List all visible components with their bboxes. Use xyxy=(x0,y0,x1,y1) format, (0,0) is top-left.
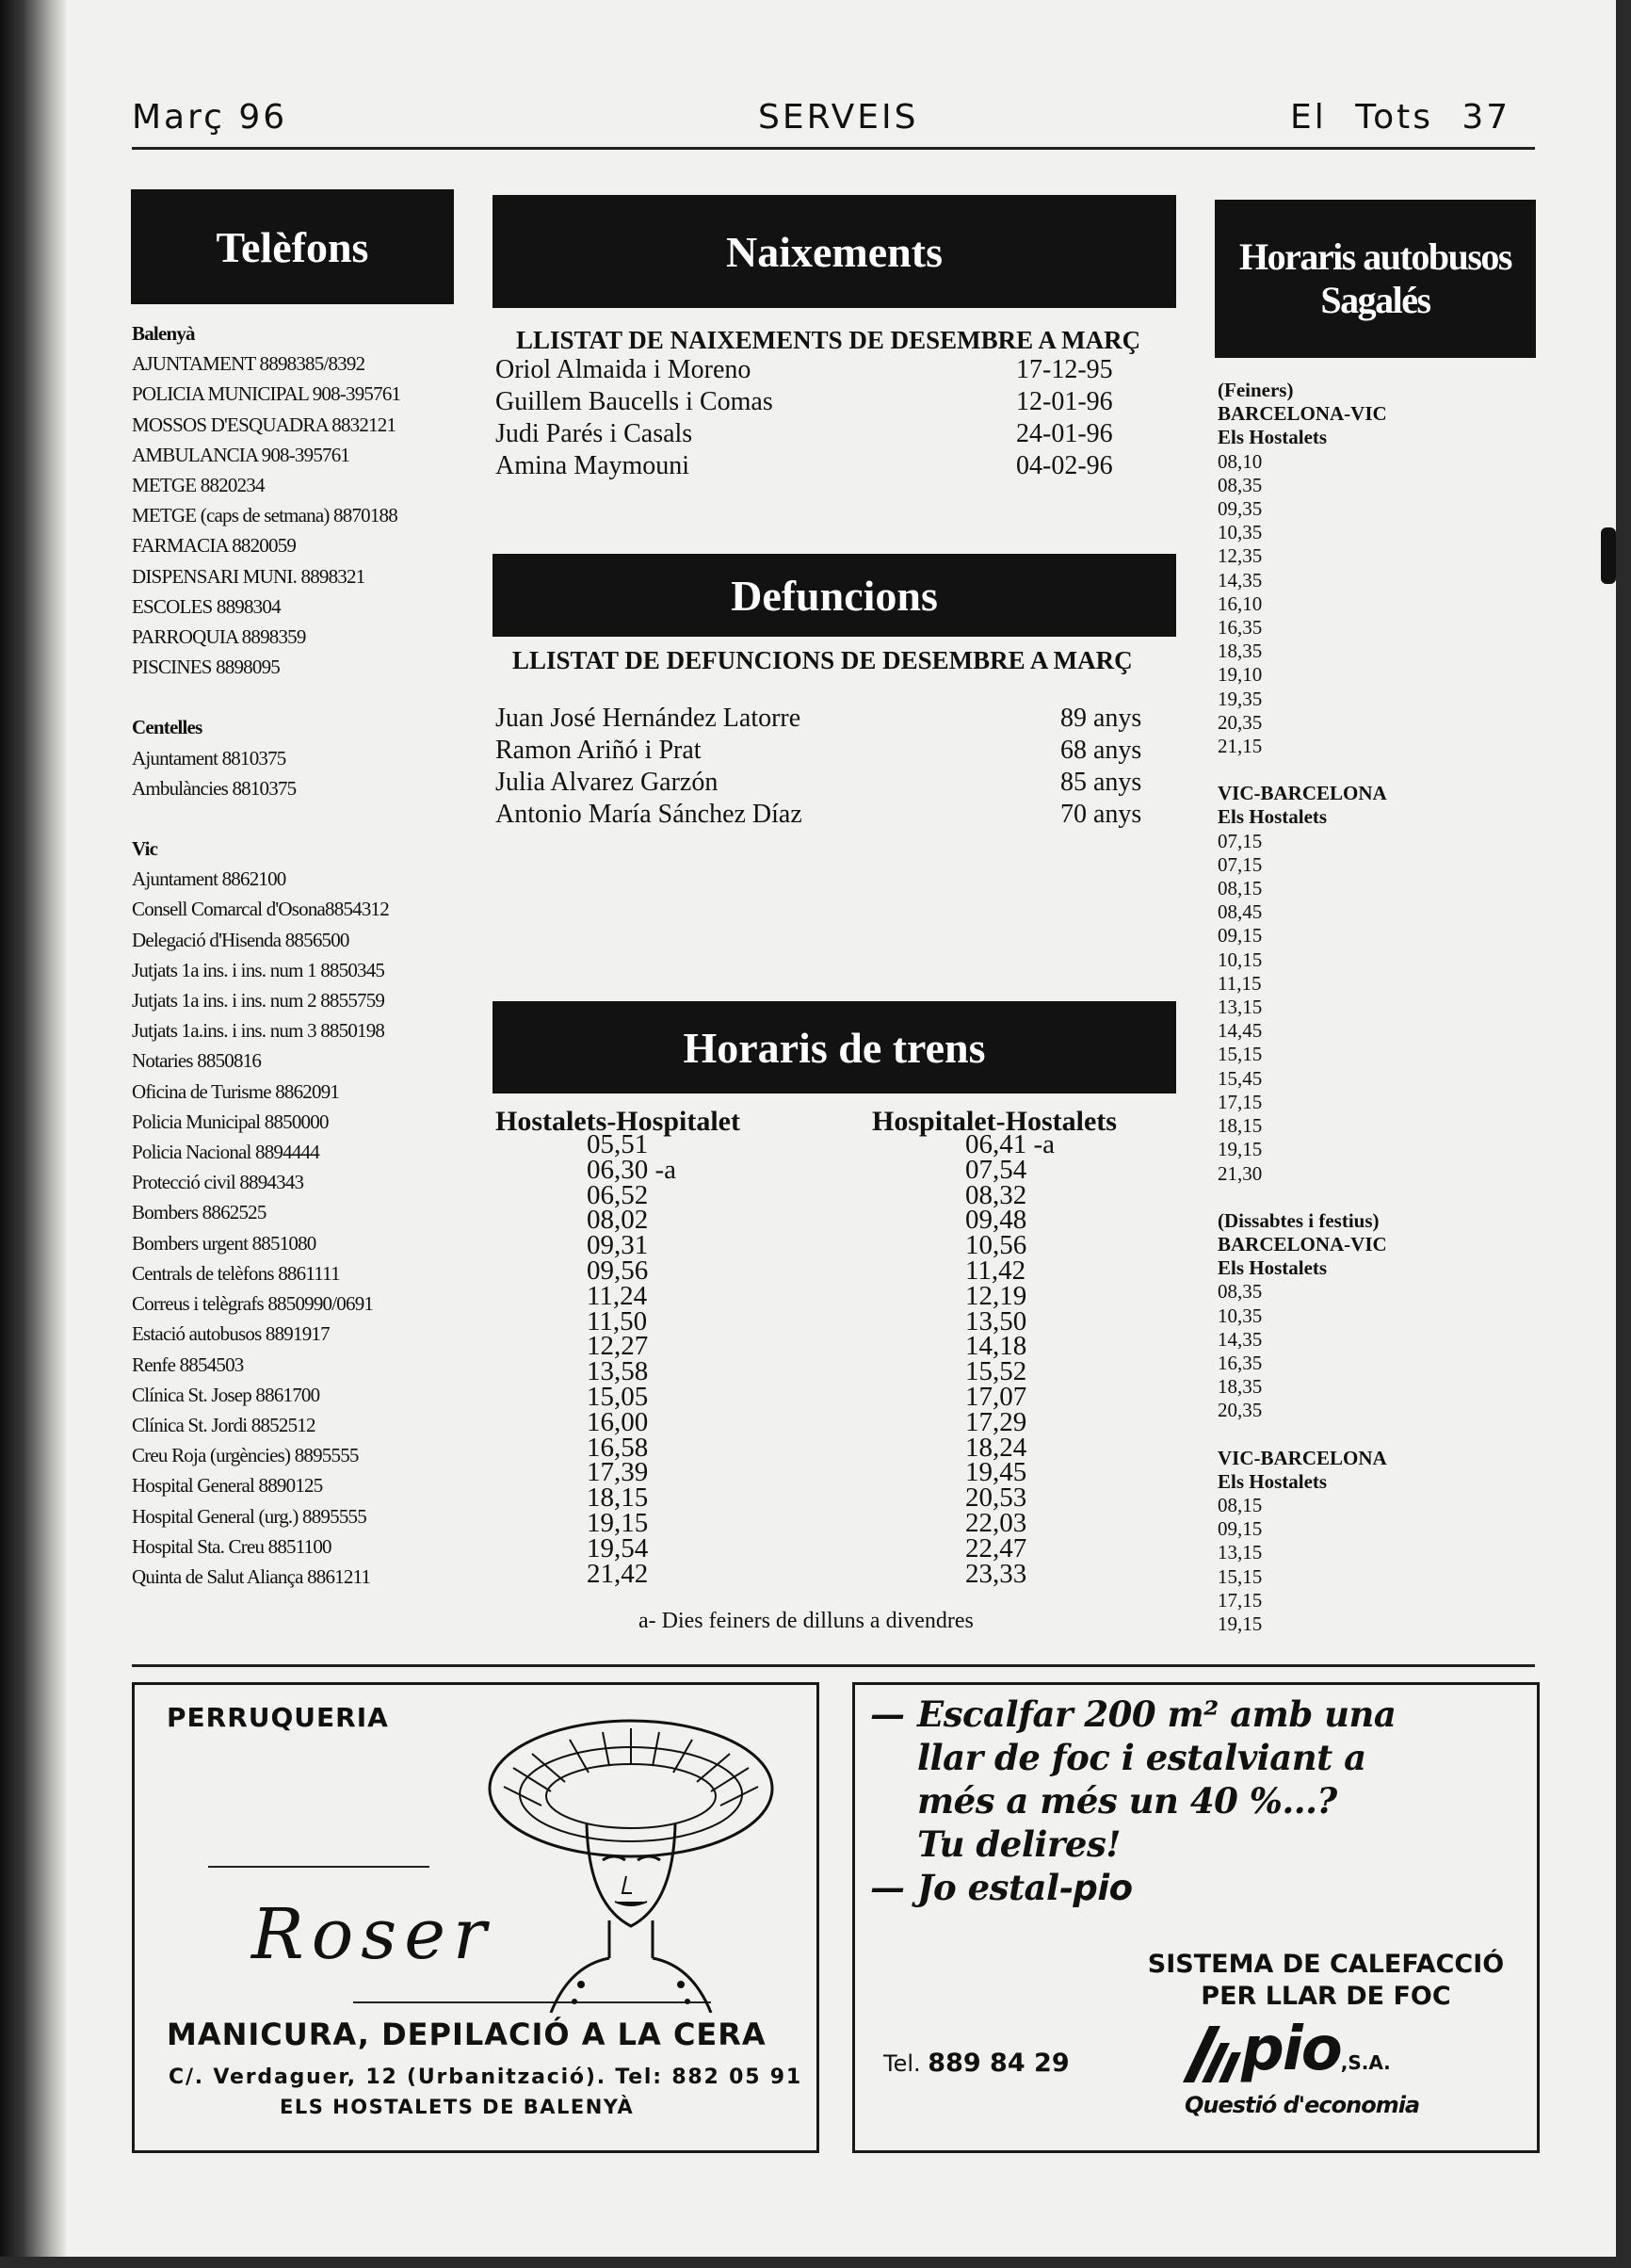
phone-entry: Renfe 8854503 xyxy=(132,1353,244,1376)
birth-name: Oriol Almaida i Moreno xyxy=(495,355,751,384)
bus-time: 10,15 xyxy=(1218,948,1263,971)
ad-slogan-line xyxy=(870,1866,1396,1910)
phone-entry: Jutjats 1a ins. i ins. num 2 8855759 xyxy=(132,989,385,1012)
defuncions-title: Defuncions xyxy=(731,571,938,620)
train-time: 22,47 xyxy=(965,1532,1027,1563)
bus-time: 15,45 xyxy=(1218,1066,1263,1090)
train-time: 17,07 xyxy=(965,1381,1027,1412)
ad-phone-number: 889 84 29 xyxy=(928,2049,1070,2078)
train-time: 19,15 xyxy=(587,1507,649,1538)
ad-slogan-line: Tu delires! xyxy=(917,1823,1122,1865)
bus-stop: Els Hostalets xyxy=(1218,805,1328,829)
bus-time: 16,10 xyxy=(1218,591,1263,615)
ad-slogan-text: Escalfar 200 m² amb una xyxy=(917,1693,1397,1735)
train-time: 11,24 xyxy=(587,1280,648,1311)
death-name: Julia Alvarez Garzón xyxy=(495,768,719,797)
bus-time: 08,10 xyxy=(1218,449,1263,473)
phone-entry: POLICIA MUNICIPAL 908-395761 xyxy=(132,382,401,406)
birth-name: Amina Maymouni xyxy=(495,451,690,480)
train-time: 19,54 xyxy=(587,1532,649,1563)
bus-stop: Els Hostalets xyxy=(1218,1469,1328,1493)
ad-town: ELS HOSTALETS DE BALENYÀ xyxy=(280,2096,635,2118)
bus-time: 13,15 xyxy=(1218,996,1263,1019)
bus-route: BARCELONA-VIC xyxy=(1218,402,1387,426)
phone-entry: DISPENSARI MUNI. 8898321 xyxy=(132,564,365,588)
bus-time: 15,15 xyxy=(1218,1043,1263,1066)
train-time: 06,52 xyxy=(587,1179,649,1210)
phone-entry: Hospital General 8890125 xyxy=(132,1474,323,1498)
spacer xyxy=(1218,1423,1538,1447)
bus-time: 15,15 xyxy=(1218,1564,1263,1588)
phone-entry: Clínica St. Jordi 8852512 xyxy=(132,1413,315,1436)
bus-stop: Els Hostalets xyxy=(1218,426,1328,449)
phone-section xyxy=(132,712,461,803)
phone-entry: MOSSOS D'ESQUADRA 8832121 xyxy=(132,413,396,436)
list-item xyxy=(495,450,1173,482)
apio-advertisement xyxy=(852,1682,1540,2153)
phone-entry: Jutjats 1a.ins. i ins. num 3 8850198 xyxy=(132,1019,385,1043)
train-column-hostalets-hospitalet xyxy=(495,1106,797,1589)
ad-system-line: PER LLAR DE FOC xyxy=(1201,1982,1451,2011)
naixements-list xyxy=(495,354,1173,482)
train-time: 14,18 xyxy=(965,1331,1027,1362)
death-name: Antonio María Sánchez Díaz xyxy=(495,800,802,829)
list-item xyxy=(495,703,1173,735)
phone-section-name: Centelles xyxy=(132,716,202,739)
phone-entry: FARMACIA 8820059 xyxy=(132,534,297,558)
bus-time: 19,10 xyxy=(1218,663,1263,687)
phone-entry: Quinta de Salut Aliança 8861211 xyxy=(132,1564,371,1588)
train-time: 15,05 xyxy=(587,1381,649,1412)
train-column-title: Hostalets-Hospitalet xyxy=(495,1106,740,1137)
phone-entry: Correus i telègrafs 8850990/0691 xyxy=(132,1292,374,1316)
ad-dash: — xyxy=(870,1693,905,1735)
bus-time: 09,15 xyxy=(1218,924,1263,948)
bus-time: 08,35 xyxy=(1218,473,1263,496)
ad-address: C/. Verdaguer, 12 (Urbanització). Tel: 882 05 91 xyxy=(169,2066,802,2089)
birth-name: Judi Parés i Casals xyxy=(495,419,693,448)
defuncions-list xyxy=(495,703,1173,831)
bus-time: 14,35 xyxy=(1218,568,1263,591)
train-time: 22,03 xyxy=(965,1507,1027,1538)
phone-entry: PARROQUIA 8898359 xyxy=(132,625,306,649)
bus-stop: Els Hostalets xyxy=(1218,1256,1328,1280)
bus-time: 17,15 xyxy=(1218,1588,1263,1612)
apio-logo xyxy=(1183,2015,1391,2084)
bus-time: 20,35 xyxy=(1218,1399,1263,1422)
ad-brand-name: Roser xyxy=(251,1894,494,1975)
telefons-title: Telèfons xyxy=(216,222,369,271)
death-name: Juan José Hernández Latorre xyxy=(495,704,801,733)
bus-time: 17,15 xyxy=(1218,1090,1263,1113)
bus-time: 18,35 xyxy=(1218,640,1263,663)
phone-entry: Creu Roja (urgències) 8895555 xyxy=(132,1444,359,1467)
phone-entry: Bombers 8862525 xyxy=(132,1201,266,1224)
spacer xyxy=(1218,1186,1538,1209)
train-time: 18,24 xyxy=(965,1432,1027,1463)
bus-time: 08,45 xyxy=(1218,900,1263,924)
phone-entry: Ajuntament 8810375 xyxy=(132,746,286,770)
bus-route: VIC-BARCELONA xyxy=(1218,1446,1387,1469)
bus-day-type: (Dissabtes i festius) xyxy=(1218,1208,1380,1232)
bus-time: 10,35 xyxy=(1218,1304,1263,1327)
bus-route: VIC-BARCELONA xyxy=(1218,782,1387,805)
train-time: 21,42 xyxy=(587,1558,649,1589)
phone-entry: Notaries 8850816 xyxy=(132,1049,262,1073)
apio-logo-suffix: ,S.A. xyxy=(1340,2051,1391,2074)
phone-entry: Hospital General (urg.) 8895555 xyxy=(132,1504,366,1528)
bus-time: 12,35 xyxy=(1218,544,1263,568)
phone-entry: Policia Municipal 8850000 xyxy=(132,1110,329,1133)
ad-line-top xyxy=(208,1866,429,1868)
ad-slogan-line xyxy=(870,1693,1397,1736)
apio-logo-mark-icon xyxy=(1183,2024,1241,2084)
ad-services: MANICURA, DEPILACIÓ A LA CERA xyxy=(167,2017,767,2052)
bus-time: 11,15 xyxy=(1218,971,1262,995)
phone-section xyxy=(132,834,461,1592)
bus-time: 13,15 xyxy=(1218,1541,1263,1564)
train-column-title: Hospitalet-Hostalets xyxy=(872,1106,1117,1137)
train-footnote: a- Dies feiners de dilluns a divendres xyxy=(638,1609,974,1633)
list-item xyxy=(495,386,1173,418)
train-time: 08,02 xyxy=(587,1205,649,1236)
ad-dash: — xyxy=(870,1867,905,1908)
bus-time: 16,35 xyxy=(1218,1351,1263,1374)
woman-with-hat-illustration xyxy=(476,1702,786,2013)
train-time: 09,31 xyxy=(587,1230,649,1261)
list-item xyxy=(495,418,1173,450)
train-times xyxy=(495,1129,797,1589)
header-section: SERVEIS xyxy=(758,98,919,137)
train-time: 09,48 xyxy=(965,1205,1027,1236)
bus-time: 10,35 xyxy=(1218,521,1263,544)
bus-time: 08,15 xyxy=(1218,877,1263,900)
phone-entry: AJUNTAMENT 8898385/8392 xyxy=(132,352,365,376)
train-time: 08,32 xyxy=(965,1179,1027,1210)
phone-entry: Delegació d'Hisenda 8856500 xyxy=(132,928,349,951)
phone-section-name: Vic xyxy=(132,837,158,861)
train-time: 13,58 xyxy=(587,1356,649,1387)
naixements-title-box xyxy=(493,195,1176,308)
phone-entry: Ambulàncies 8810375 xyxy=(132,776,297,800)
ad-system-text xyxy=(1128,1949,1524,2013)
header-publication: El Tots 37 xyxy=(1290,98,1511,137)
binding-shadow xyxy=(0,0,66,2257)
train-time: 10,56 xyxy=(965,1230,1027,1261)
bus-route: BARCELONA-VIC xyxy=(1218,1232,1387,1256)
phone-section xyxy=(132,318,461,682)
list-item xyxy=(495,354,1173,386)
phone-entry: Policia Nacional 8894444 xyxy=(132,1141,319,1164)
phone-entry: Centrals de telèfons 8861111 xyxy=(132,1261,340,1285)
train-time: 19,45 xyxy=(965,1457,1027,1488)
ad-slogan-line: llar de foc i estalviant a xyxy=(917,1737,1366,1778)
phone-entry: Estació autobusos 8891917 xyxy=(132,1322,330,1346)
train-time: 12,19 xyxy=(965,1280,1027,1311)
autobusos-title-line2: Sagalés xyxy=(1320,279,1430,321)
phone-entry: Consell Comarcal d'Osona8854312 xyxy=(132,898,389,921)
birth-date: 04-02-96 xyxy=(1016,451,1113,480)
roser-advertisement xyxy=(132,1682,819,2153)
train-time: 12,27 xyxy=(587,1331,649,1362)
naixements-subtitle: LLISTAT DE NAIXEMENTS DE DESEMBRE A MARÇ xyxy=(516,326,1141,354)
autobusos-title-box xyxy=(1215,200,1536,358)
list-item xyxy=(495,767,1173,799)
death-age: 85 anys xyxy=(1060,768,1142,797)
phone-entry: METGE 8820234 xyxy=(132,474,265,497)
phone-entry: ESCOLES 8898304 xyxy=(132,594,281,618)
train-time: 13,50 xyxy=(965,1305,1027,1336)
train-time: 20,53 xyxy=(965,1482,1027,1514)
train-time: 17,29 xyxy=(965,1406,1027,1437)
phone-entry: Bombers urgent 8851080 xyxy=(132,1231,316,1255)
ad-phone-label: Tel. xyxy=(883,2050,921,2077)
train-time: 18,15 xyxy=(587,1482,649,1514)
train-time: 16,58 xyxy=(587,1432,649,1463)
bus-time: 07,15 xyxy=(1218,829,1263,852)
defuncions-title-box xyxy=(493,554,1176,637)
ads-divider-rule xyxy=(132,1664,1535,1667)
header-date: Març 96 xyxy=(132,98,288,137)
bus-time: 09,35 xyxy=(1218,497,1263,521)
birth-name: Guillem Baucells i Comas xyxy=(495,387,773,416)
apio-logo-text: pio xyxy=(1241,2015,1341,2084)
death-age: 68 anys xyxy=(1060,736,1142,765)
bus-time: 19,15 xyxy=(1218,1138,1263,1161)
bus-time: 07,15 xyxy=(1218,852,1263,876)
telefons-list xyxy=(132,318,461,1622)
train-time: 11,50 xyxy=(587,1305,648,1336)
death-age: 89 anys xyxy=(1060,704,1142,733)
phone-entry: Hospital Sta. Creu 8851100 xyxy=(132,1534,331,1558)
ad-category: PERRUQUERIA xyxy=(167,1702,389,1733)
bus-time: 21,30 xyxy=(1218,1161,1263,1185)
defuncions-subtitle: LLISTAT DE DEFUNCIONS DE DESEMBRE A MARÇ xyxy=(512,646,1133,674)
bus-day-type: (Feiners) xyxy=(1218,379,1294,401)
train-column-hospitalet-hostalets xyxy=(872,1106,1173,1589)
ad-system-line: SISTEMA DE CALEFACCIÓ xyxy=(1147,1950,1505,1979)
ad-phone xyxy=(883,2049,1070,2078)
ad-slogan-brand: pio xyxy=(1073,1868,1133,1908)
birth-date: 24-01-96 xyxy=(1016,419,1113,448)
train-time: 16,00 xyxy=(587,1406,649,1437)
list-item xyxy=(495,799,1173,831)
bus-time: 14,35 xyxy=(1218,1327,1263,1351)
telefons-title-box xyxy=(131,189,454,304)
page-edge-mark xyxy=(1601,527,1616,584)
spacer xyxy=(1218,758,1538,782)
train-time: 15,52 xyxy=(965,1356,1027,1387)
phone-entry: Jutjats 1a ins. i ins. num 1 8850345 xyxy=(132,958,385,981)
bus-schedule xyxy=(1218,379,1538,1636)
autobusos-title-line1: Horaris autobusos xyxy=(1239,235,1511,278)
bus-time: 09,15 xyxy=(1218,1517,1263,1541)
train-time: 05,51 xyxy=(587,1129,649,1159)
ad-slogan-line: més a més un 40 %...? xyxy=(917,1780,1337,1822)
phone-entry: Ajuntament 8862100 xyxy=(132,867,286,891)
bus-time: 19,15 xyxy=(1218,1612,1263,1635)
phone-entry: METGE (caps de setmana) 8870188 xyxy=(132,504,397,527)
birth-date: 12-01-96 xyxy=(1016,387,1113,416)
train-time: 07,54 xyxy=(965,1154,1027,1185)
bus-time: 19,35 xyxy=(1218,687,1263,710)
phone-entry: Oficina de Turisme 8862091 xyxy=(132,1079,340,1103)
train-time: 06,41 -a xyxy=(965,1129,1056,1159)
death-age: 70 anys xyxy=(1060,800,1142,829)
header-rule xyxy=(132,147,1535,150)
phone-entry: AMBULANCIA 908-395761 xyxy=(132,443,350,466)
trens-title-box xyxy=(493,1001,1176,1094)
bus-time: 14,45 xyxy=(1218,1019,1263,1043)
bus-time: 18,35 xyxy=(1218,1375,1263,1399)
apio-tagline: Questió d'economia xyxy=(1185,2092,1420,2118)
train-times xyxy=(872,1129,1173,1589)
death-name: Ramon Ariñó i Prat xyxy=(495,736,702,765)
phone-section-name: Balenyà xyxy=(132,322,195,345)
train-time: 06,30 -a xyxy=(587,1154,677,1185)
bus-time: 08,15 xyxy=(1218,1493,1263,1516)
birth-date: 17-12-95 xyxy=(1016,355,1113,384)
train-time: 11,42 xyxy=(965,1255,1026,1286)
phone-entry: PISCINES 8898095 xyxy=(132,656,280,679)
phone-entry: Clínica St. Josep 8861700 xyxy=(132,1383,320,1406)
train-time: 09,56 xyxy=(587,1255,649,1286)
ad-slogan-text: Jo estal- xyxy=(917,1867,1074,1908)
trens-title: Horaris de trens xyxy=(683,1023,986,1072)
list-item xyxy=(495,735,1173,767)
bus-time: 18,15 xyxy=(1218,1114,1263,1138)
bus-time: 16,35 xyxy=(1218,616,1263,640)
train-time: 17,39 xyxy=(587,1457,649,1488)
bus-time: 21,15 xyxy=(1218,735,1263,758)
ad-slogan-block xyxy=(870,1693,1397,1910)
phone-entry: Protecció civil 8894343 xyxy=(132,1171,304,1194)
bus-time: 08,35 xyxy=(1218,1280,1263,1304)
train-time: 23,33 xyxy=(965,1558,1027,1589)
bus-time: 20,35 xyxy=(1218,710,1263,734)
naixements-title: Naixements xyxy=(726,227,943,276)
